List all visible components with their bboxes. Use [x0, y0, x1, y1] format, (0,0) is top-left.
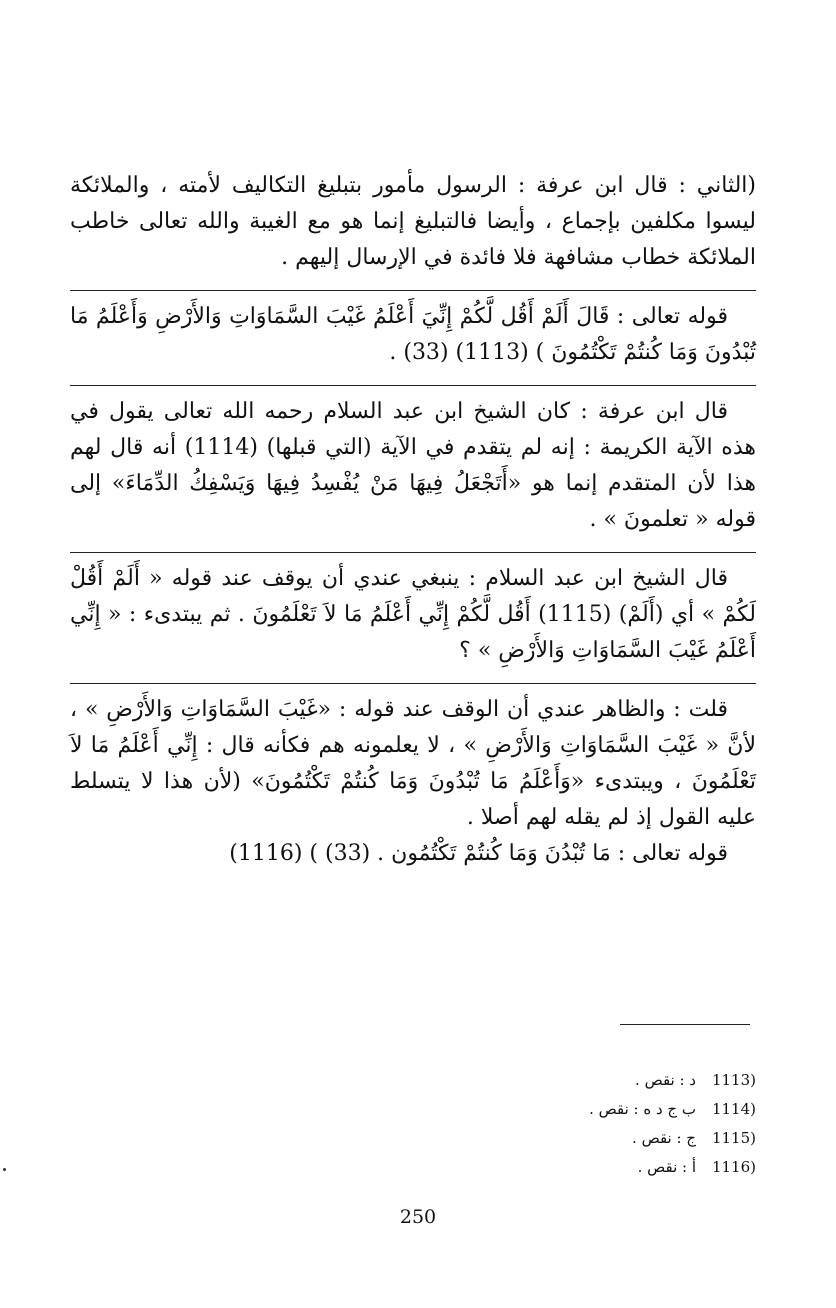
- paragraph-divider: [70, 385, 756, 386]
- footnote-number: (1114: [711, 1100, 756, 1118]
- paragraph-4: قال الشيخ ابن عبد السلام : ينبغي عندي أن يوقف عند قوله « أَلَمْ أَقُلْ لَكُمْ » أي (أَلَمْ) (1115) أَقُل لَّكُمْ إِنِّي أَعْلَمُ مَا لاَ تَعْلَمُونَ . ثم يبتدىء : « إِنِّي أَعْلَمُ غَيْبَ السَّمَاوَاتِ وَالأَرْضِ » ؟: [70, 566, 756, 663]
- paragraph-divider: [70, 290, 756, 291]
- footnote-text: ب ج د ه : نقص .: [589, 1100, 696, 1118]
- footnote-text: أ : نقص .: [637, 1158, 696, 1176]
- footnote-item: [356, 1095, 756, 1124]
- footnote-text: د : نقص .: [635, 1071, 696, 1089]
- page-number: 250: [399, 1206, 437, 1228]
- paragraph-divider: [70, 683, 756, 684]
- footnote-number: (1113: [711, 1071, 756, 1089]
- footnote-separator: [620, 1024, 750, 1025]
- scan-speck: [3, 1168, 6, 1171]
- paragraph-2: قوله تعالى : قَالَ أَلَمْ أَقُل لَّكُمْ إِنِّيَ أَعْلَمُ غَيْبَ السَّمَاوَاتِ وَالأَرْضِ وَأَعْلَمُ مَا تُبْدُونَ وَمَا كُنتُمْ تَكْتُمُونَ ) (1113) (33) .: [70, 304, 756, 365]
- paragraph-3: قال ابن عرفة : كان الشيخ ابن عبد السلام رحمه الله تعالى يقول في هذه الآية الكريمة : إنه لم يتقدم في الآية (التي قبلها) (1114) أنه قال لهم هذا لأن المتقدم إنما هو «أَتَجْعَلُ فِيهَا مَنْ يُفْسِدُ فِيهَا وَيَسْفِكُ الدِّمَاءَ» إلى قوله « تعلمونَ » .: [70, 399, 756, 532]
- footnote-item: [356, 1124, 756, 1153]
- footnote-text: ج : نقص .: [632, 1129, 696, 1147]
- main-text: [70, 168, 756, 872]
- footnote-number: (1116: [711, 1158, 756, 1176]
- paragraph-divider: [70, 552, 756, 553]
- paragraph-5: قلت : والظاهر عندي أن الوقف عند قوله : «غَيْبَ السَّمَاوَاتِ وَالأَرْضِ » ، لأنَّ « غَيْبَ السَّمَاوَاتِ وَالأَرْضِ » ، لا يعلمونه هم فكأنه قال : إِنِّي أَعْلَمُ مَا لاَ تَعْلَمُونَ ، ويبتدىء «وَأَعْلَمُ مَا تُبْدُونَ وَمَا كُنتُمْ تَكْتُمُونَ» (لأن هذا لا يتسلط عليه القول إذ لم يقله لهم أصلا .: [70, 697, 756, 830]
- paragraph-1: (الثاني : قال ابن عرفة : الرسول مأمور بتبليغ التكاليف لأمته ، والملائكة ليسوا مكلفين بإجماع ، وأيضا فالتبليغ إنما هو مع الغيبة والله تعالى خاطب الملائكة خطاب مشافهة فلا فائدة في الإرسال إليهم .: [70, 173, 756, 270]
- footnote-item: [356, 1066, 756, 1095]
- footnotes: [356, 1066, 756, 1182]
- footnote-item: [356, 1153, 756, 1182]
- paragraph-6: قوله تعالى : مَا تُبْدُنَ وَمَا كُنتُمْ تَكْتُمُون . (33) ) (1116): [229, 841, 728, 866]
- footnote-number: (1115: [711, 1129, 756, 1147]
